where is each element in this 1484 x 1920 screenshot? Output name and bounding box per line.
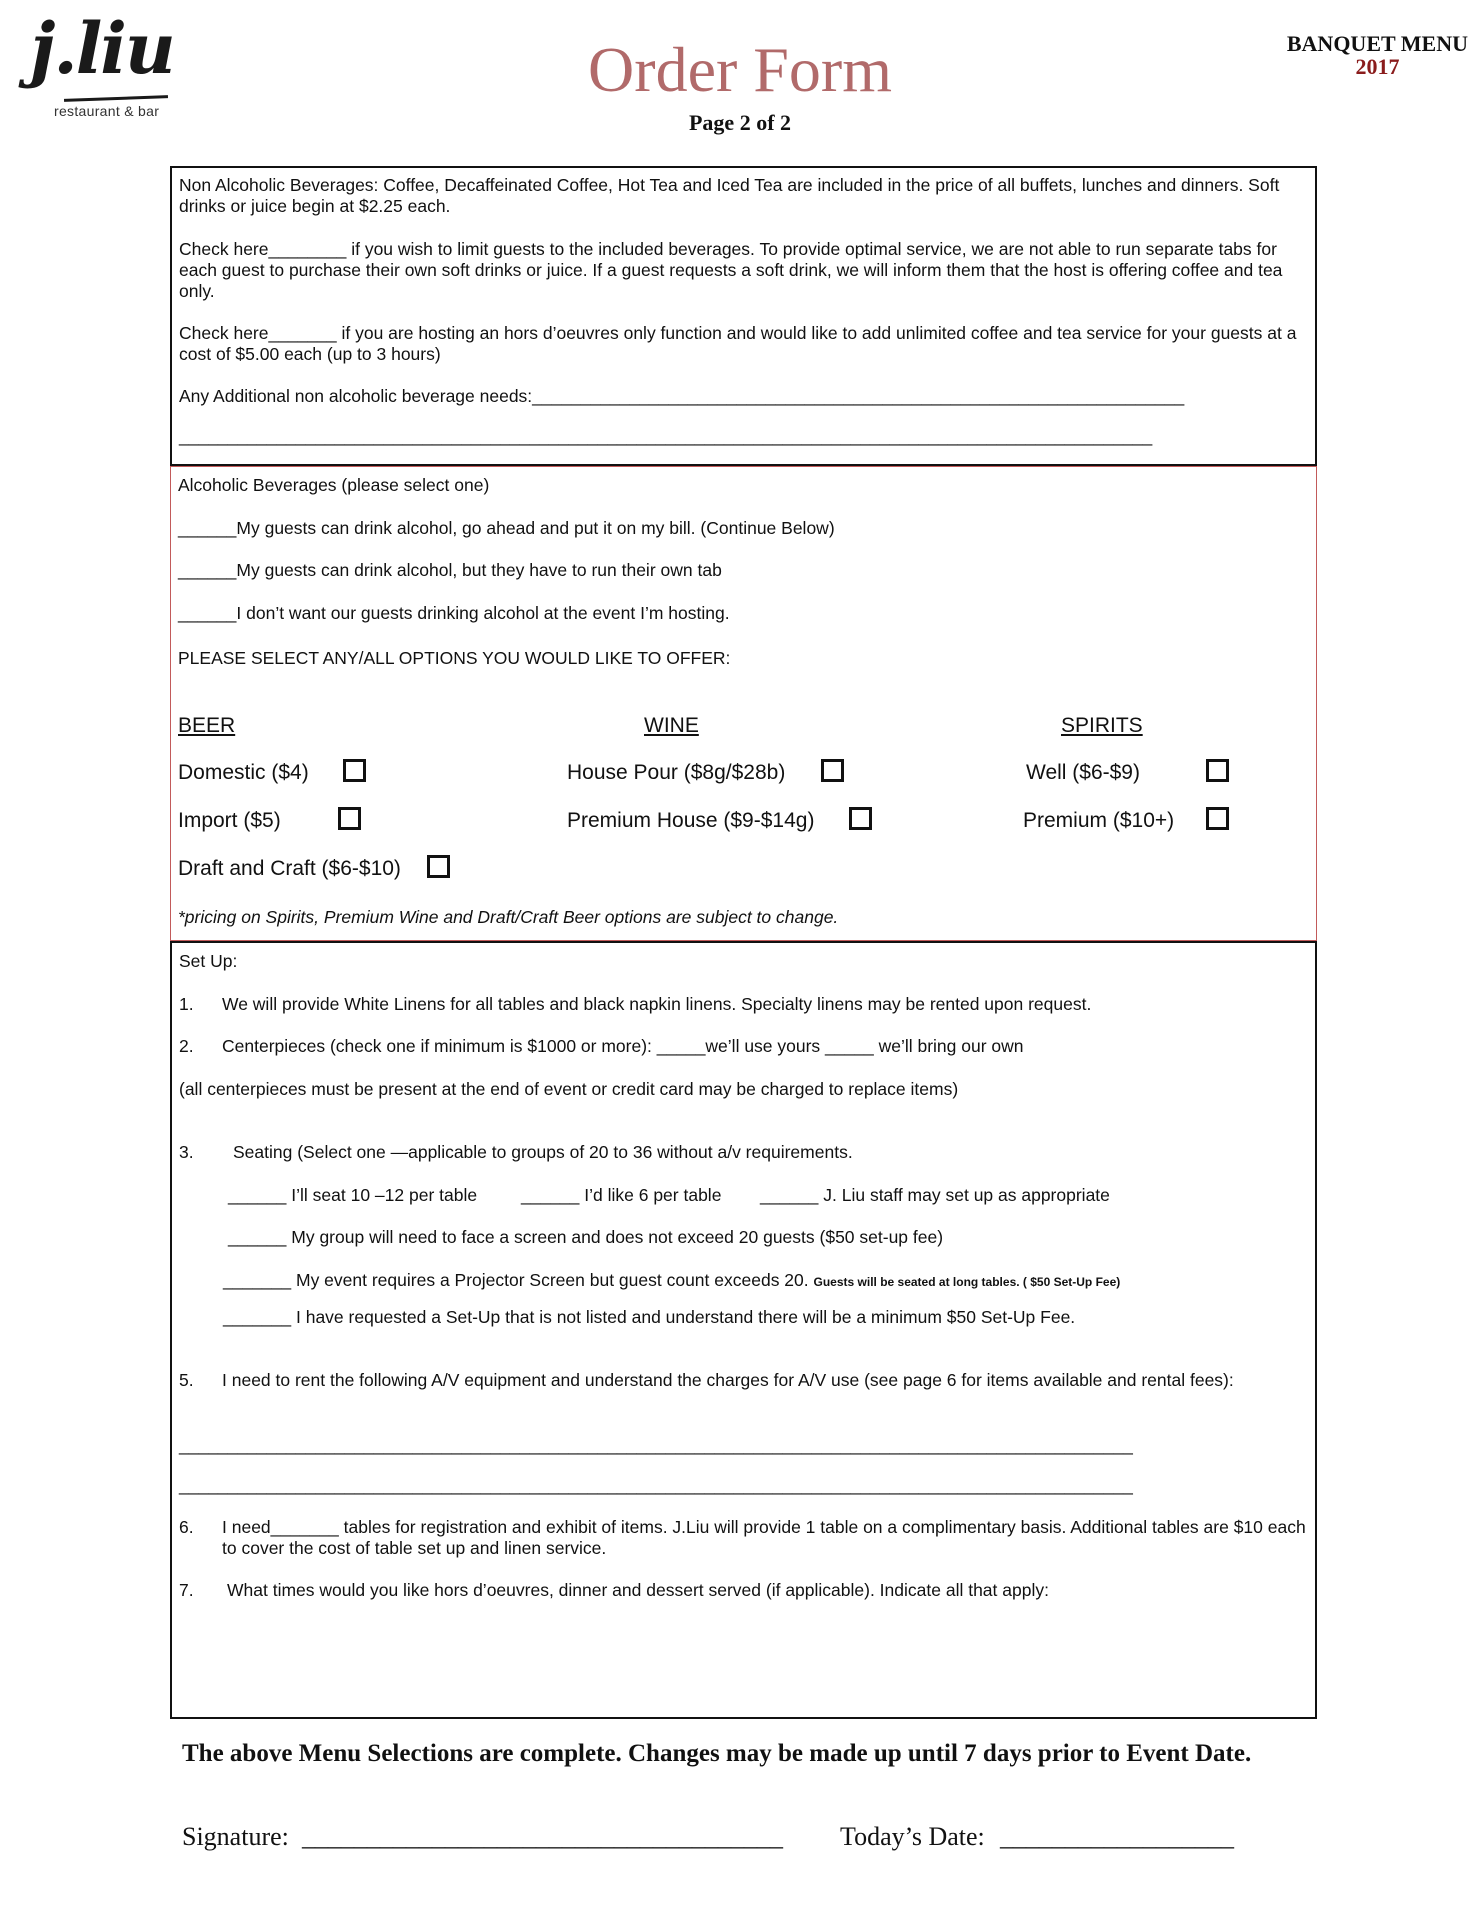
alcohol-option-host-pays[interactable]: ______My guests can drink alcohol, go ahead and put it on my bill. (Continue Below) — [178, 518, 835, 538]
alcoholic-section — [170, 466, 1317, 941]
beer-draft-craft-label: Draft and Craft ($6-$10) — [178, 857, 401, 880]
item-6-number: 6. — [179, 1517, 194, 1537]
wine-premium-house-checkbox[interactable] — [849, 807, 872, 830]
item-7-number: 7. — [179, 1580, 194, 1600]
alcohol-option-own-tab[interactable]: ______My guests can drink alcohol, but they have to run their own tab — [178, 560, 722, 580]
beer-import-checkbox[interactable] — [338, 807, 361, 830]
hors-coffee-option[interactable]: Check here_______ if you are hosting an hors d’oeuvres only function and would like to add unlimited coffee and tea service for your guests at a cost of $5.00 each (up to 3 hours) — [179, 323, 1297, 364]
registration-tables-item[interactable]: I need_______ tables for registration and exhibit of items. J.Liu will provide 1 table on a complimentary basis. Additional tables are $10 each to cover the cost of table set up and linen service. — [222, 1517, 1306, 1558]
beer-draft-craft-checkbox[interactable] — [427, 855, 450, 878]
select-options-prompt: PLEASE SELECT ANY/ALL OPTIONS YOU WOULD LIKE TO OFFER: — [178, 648, 731, 668]
centerpieces-note: (all centerpieces must be present at the end of event or credit card may be charged to replace items) — [179, 1079, 959, 1099]
item-5-number: 5. — [179, 1370, 194, 1390]
date-line[interactable]: __________________ — [1000, 1822, 1234, 1851]
page-title: Order Form — [588, 34, 892, 105]
centerpieces-item[interactable]: Centerpieces (check one if minimum is $1000 or more): _____we’ll use yours _____ we’ll bring our own — [222, 1036, 1024, 1056]
page-number: Page 2 of 2 — [688, 110, 792, 135]
logo-subtitle: restaurant & bar — [54, 103, 160, 119]
additional-beverage-field[interactable]: Any Additional non alcoholic beverage needs:___________________________________________________________________ — [179, 386, 1185, 406]
date-label: Today’s Date: — [840, 1822, 985, 1851]
logo: j.liu — [30, 7, 174, 90]
spirits-premium-checkbox[interactable] — [1206, 807, 1229, 830]
wine-heading: WINE — [644, 714, 699, 737]
av-equipment-item: I need to rent the following A/V equipment and understand the charges for A/V use (see page 6 for items available and rental fees): — [222, 1370, 1234, 1390]
seating-projector-text: _______ My event requires a Projector Screen but guest count exceeds 20. — [223, 1270, 809, 1290]
seating-option-6[interactable]: ______ I’d like 6 per table — [521, 1185, 722, 1205]
alcoholic-heading: Alcoholic Beverages (please select one) — [178, 475, 490, 495]
av-line-2[interactable]: __________________________________________________________________________________________________ — [179, 1475, 1133, 1495]
beer-import-label: Import ($5) — [178, 809, 281, 832]
seating-option-other[interactable]: _______ I have requested a Set-Up that is not listed and understand there will be a minimum $50 Set-Up Fee. — [223, 1307, 1076, 1327]
seating-option-projector[interactable] — [223, 1270, 1120, 1293]
non-alcoholic-section — [170, 166, 1317, 466]
pricing-note: *pricing on Spirits, Premium Wine and Draft/Craft Beer options are subject to change. — [178, 907, 839, 927]
spirits-well-label: Well ($6-$9) — [1026, 761, 1140, 784]
beer-domestic-label: Domestic ($4) — [178, 761, 309, 784]
service-times-item: What times would you like hors d’oeuvres, dinner and dessert served (if applicable). Indicate all that apply: — [227, 1580, 1049, 1600]
spirits-heading: SPIRITS — [1061, 714, 1143, 737]
limit-beverages-option[interactable]: Check here________ if you wish to limit guests to the included beverages. To provide optimal service, we are not able to run separate tabs for each guest to purchase their own soft drinks or juice. If a guest requests a soft drink, we will inform them that the host is offering coffee and tea only. — [179, 239, 1283, 301]
linens-item: We will provide White Linens for all tables and black napkin linens. Specialty linens may be rented upon request. — [222, 994, 1092, 1014]
item-1-number: 1. — [179, 994, 194, 1014]
setup-section — [170, 941, 1317, 1719]
seating-projector-note: Guests will be seated at long tables. ( $50 Set-Up Fee) — [813, 1275, 1121, 1289]
additional-beverage-line[interactable]: ____________________________________________________________________________________________________ — [179, 426, 1153, 446]
spirits-premium-label: Premium ($10+) — [1023, 809, 1175, 832]
wine-premium-house-label: Premium House ($9-$14g) — [567, 809, 815, 832]
spirits-well-checkbox[interactable] — [1206, 759, 1229, 782]
item-3-number: 3. — [179, 1142, 194, 1162]
signature-line[interactable]: _____________________________________ — [302, 1822, 783, 1851]
beer-domestic-checkbox[interactable] — [343, 759, 366, 782]
seating-option-10-12[interactable]: ______ I’ll seat 10 –12 per table — [228, 1185, 478, 1205]
non-alcoholic-intro: Non Alcoholic Beverages: Coffee, Decaffeinated Coffee, Hot Tea and Iced Tea are included in the price of all buffets, lunches and dinners. Soft drinks or juice begin at $2.25 each. — [179, 175, 1280, 216]
av-line-1[interactable]: __________________________________________________________________________________________________ — [179, 1435, 1133, 1455]
wine-house-pour-label: House Pour ($8g/$28b) — [567, 761, 786, 784]
banquet-label: BANQUET MENU — [1286, 31, 1468, 56]
wine-house-pour-checkbox[interactable] — [821, 759, 844, 782]
seating-option-staff[interactable]: ______ J. Liu staff may set up as appropriate — [760, 1185, 1110, 1205]
seating-option-screen[interactable]: ______ My group will need to face a screen and does not exceed 20 guests ($50 set-up fee) — [228, 1227, 944, 1247]
banquet-label-block — [1287, 32, 1468, 78]
signature-label: Signature: — [182, 1822, 289, 1851]
setup-heading: Set Up: — [179, 951, 238, 971]
beer-heading: BEER — [178, 714, 236, 737]
seating-item: Seating (Select one —applicable to groups of 20 to 36 without a/v requirements. — [233, 1142, 853, 1162]
banquet-year: 2017 — [1355, 54, 1400, 80]
alcohol-option-none[interactable]: ______I don’t want our guests drinking alcohol at the event I’m hosting. — [178, 603, 730, 623]
confirmation-statement: The above Menu Selections are complete. Changes may be made up until 7 days prior to Event Date. — [182, 1740, 1252, 1767]
logo-underline — [64, 95, 168, 102]
item-2-number: 2. — [179, 1036, 194, 1056]
